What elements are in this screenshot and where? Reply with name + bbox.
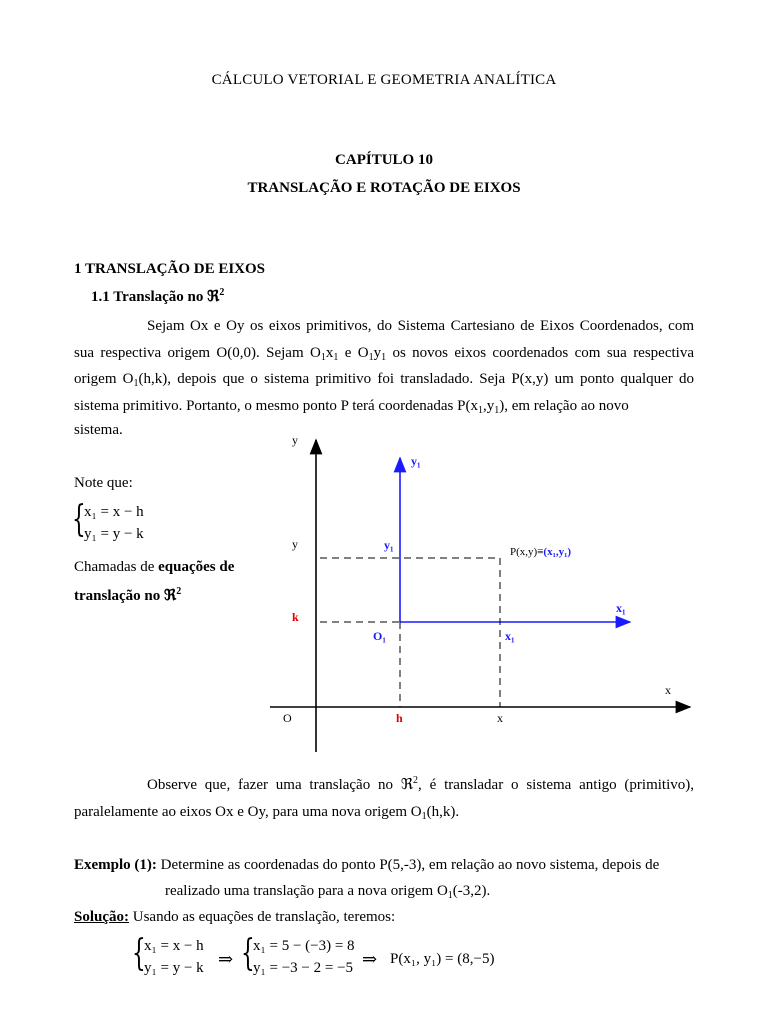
observe-paragraph: Observe que, fazer uma translação no ℜ$^2$, é transladar o sistema antigo (primitivo), paralelamente ao eixos Ox e Oy, para uma nova origem $O_1(h,k)$. (74, 775, 694, 822)
solution-eq-a1: x₁ = x − h (144, 938, 204, 954)
x1-tick-label: x₁ (505, 629, 515, 643)
example-line1: Exemplo (1): Determine as coordenadas do ponto P(5,-3), em relação ao novo sistema, depois de (74, 857, 660, 873)
implies-arrow-2: ⇒ (362, 949, 378, 969)
subsection-title: 1.1 Translação no ℜ$^2$ (91, 287, 225, 305)
chapter-title: TRANSLAÇÃO E ROTAÇÃO DE EIXOS (247, 180, 521, 196)
solution-equations-1 (144, 938, 204, 982)
h-tick-label: h (396, 711, 403, 725)
point-label: P(x,y)≡(x₁,y₁) (510, 546, 572, 558)
note-called-line1: Chamadas de equações de (74, 559, 235, 575)
example-line2: realizado uma translação para a nova origem $O_1(-3,2)$. (165, 883, 491, 901)
k-tick-label: k (292, 610, 299, 624)
y1-axis-label: y₁ (411, 454, 421, 468)
chapter-number: CAPÍTULO 10 (335, 152, 433, 168)
note-label: Note que: (74, 475, 133, 491)
x1-axis-label: x₁ (616, 601, 626, 615)
document-title: CÁLCULO VETORIAL E GEOMETRIA ANALÍTICA (211, 72, 557, 88)
origin-label: O (283, 711, 292, 725)
y-tick-label: y (292, 537, 298, 551)
note-brace: { (72, 499, 86, 540)
solution-line: Solução: Usando as equações de translação, teremos: (74, 909, 396, 925)
x-tick-label: x (497, 711, 503, 725)
solution-eq-b1: x₁ = 5 − (−3) = 8 (253, 938, 355, 954)
implies-arrow-1: ⇒ (218, 949, 234, 969)
note-eq-x: x₁ = x − h (84, 504, 144, 520)
x-axis-label: x (665, 683, 671, 697)
o1-label: O₁ (373, 629, 386, 643)
y-axis-label: y (292, 433, 298, 447)
section-title: 1 TRANSLAÇÃO DE EIXOS (74, 261, 266, 277)
solution-eq-a2: y₁ = y − k (144, 960, 204, 976)
solution-eq-b2: y₁ = −3 − 2 = −5 (253, 960, 354, 976)
solution-equations-2 (253, 938, 355, 982)
solution-result: P(x₁, y₁) = (8,−5) (390, 951, 495, 967)
note-eq-y: y₁ = y − k (84, 526, 144, 542)
intro-paragraph-end: sistema. (74, 422, 123, 438)
solution-brace-2: { (241, 933, 255, 974)
solution-brace-1: { (132, 933, 146, 974)
intro-paragraph: Sejam Ox e Oy os eixos primitivos, do Sistema Cartesiano de Eixos Coordenados, com sua respectiva origem O(0,0). Sejam $O_1x_1$ e $O_1y_1$ os novos eixos coordenados com sua respectiva origem $O_1(h,k)$, depois que o sistema primitivo foi transladado. Seja P(x,y) um ponto qualquer do sistema primitivo. Portanto, o mesmo ponto P terá coordenadas $P(x_1,y_1)$, em relação ao novo (74, 318, 694, 416)
y1-tick-label: y₁ (384, 538, 394, 552)
note-called-line2: translação no ℜ$^2$ (74, 586, 182, 604)
